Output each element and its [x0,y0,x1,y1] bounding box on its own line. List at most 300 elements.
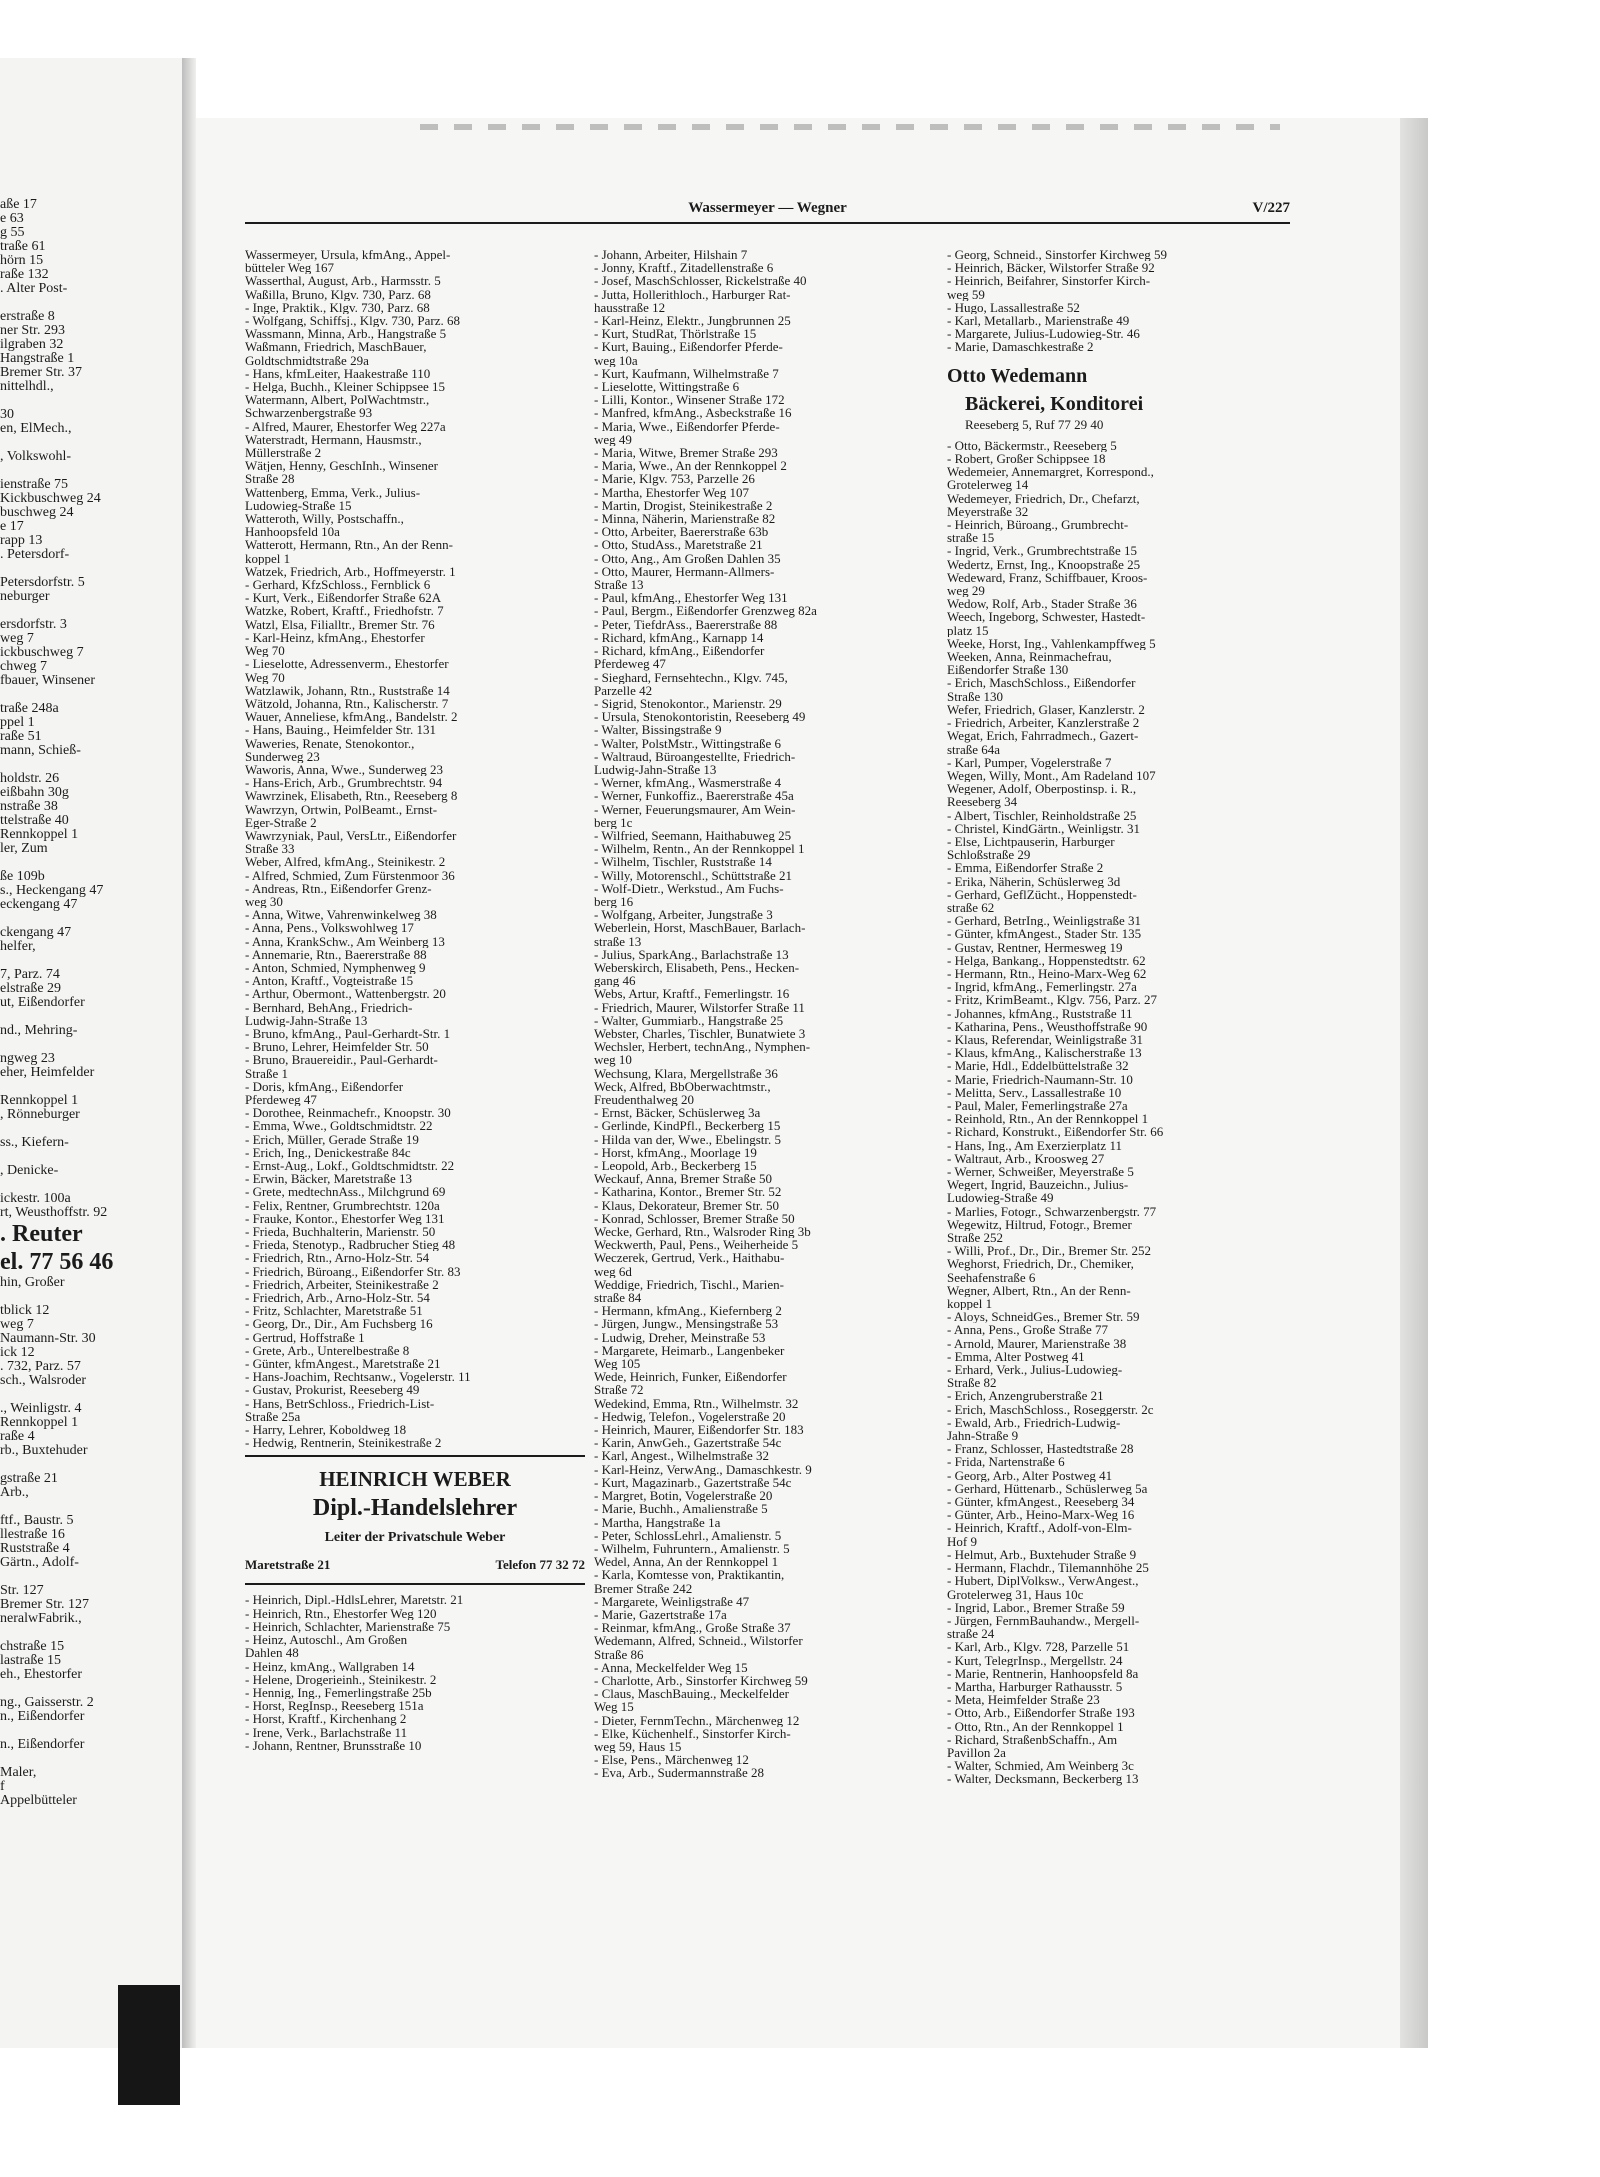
directory-entry: Schwarzenbergstraße 93 [245,406,373,420]
directory-entry: Watzek, Friedrich, Arb., Hoffmeyerstr. 1 [245,564,456,579]
directory-entry: - Waltraut, Arb., Kroosweg 27 [947,1151,1105,1165]
left-page-fragment: e 63 [0,212,24,226]
left-page-fragment: Appelbütteler [0,1794,77,1808]
directory-entry: - Emma, Alter Postweg 41 [947,1349,1085,1364]
left-page-fragment [0,1752,150,1766]
directory-entry: - Bruno, kfmAng., Paul-Gerhardt-Str. 1 [245,1026,451,1041]
directory-entry: - Else, Lichtpauserin, Harburger [947,834,1115,849]
directory-entry: - Peter, TiefdrAss., Baererstraße 88 [594,617,778,631]
directory-entry: - Heinz, kmAng., Wallgraben 14 [245,1659,415,1673]
directory-entry: - Lilli, Kontor., Winsener Straße 172 [594,393,785,407]
directory-entry: weg 29 [947,584,985,598]
directory-entry: - Heinrich, Kraftf., Adolf-von-Elm- [947,1521,1132,1535]
directory-entry: - Willy, Motorenschl., Schüttstraße 21 [594,868,793,882]
directory-entry: - Günter, kfmAngest., Reeseberg 34 [947,1495,1135,1509]
directory-entry: - Karl, Angest., Wilhelmstraße 32 [594,1449,770,1463]
directory-entry: - Katharina, Pens., Weusthoffstraße 90 [947,1019,1148,1033]
left-page-fragment: ut, Eißendorfer [0,996,85,1010]
directory-entry: Webster, Charles, Tischler, Bunatwiete 3 [594,1026,806,1041]
directory-entry: - Claus, MaschBauing., Meckelfelder [594,1687,789,1701]
left-page-fragment: ick 12 [0,1346,35,1360]
directory-entry: - Jonny, Kraftf., Zitadellenstraße 6 [594,261,774,275]
directory-entry: - Sieghard, Fernsehtechn., Klgv. 745, [594,670,788,684]
directory-entry: berg 1c [594,815,633,829]
directory-entry: - Erich, MaschSchloss., Eißendorfer [947,676,1136,690]
directory-entry: Straße 28 [245,472,295,486]
directory-entry: - Reinmar, kfmAng., Große Straße 37 [594,1621,791,1635]
directory-entry: - Fritz, KrimBeamt., Klgv. 756, Parz. 27 [947,993,1158,1007]
directory-entry: - Arthur, Obermont., Wattenbergstr. 20 [245,987,446,1001]
ad-title: Dipl.-Handelslehrer [312,1495,518,1522]
directory-entry: Wawrzinek, Elisabeth, Rtn., Reeseberg 8 [245,789,458,803]
directory-entry: - Hans, Bauing., Heimfelder Str. 131 [245,723,436,737]
directory-entry: - Karl, Pumper, Vogelerstraße 7 [947,755,1112,769]
directory-entry: - Erich, Ing., Denickestraße 84c [245,1145,411,1160]
directory-entry: - Hedwig, Rentnerin, Steinikestraße 2 [245,1436,442,1450]
directory-entry: - Erich, Anzengruberstraße 21 [947,1389,1104,1403]
left-page-fragment: raße 4 [0,1430,35,1444]
left-page-fragment [0,1010,150,1024]
directory-entry: - Heinz, Autoschl., Am Großen [245,1633,408,1647]
directory-entry: - Harry, Lehrer, Koboldweg 18 [245,1423,407,1437]
directory-entry: - Julius, SparkAng., Barlachstraße 13 [594,947,789,961]
directory-entry: - Emma, Wwe., Goldtschmidtstr. 22 [245,1119,433,1133]
left-page-fragment: e 17 [0,520,24,534]
directory-entry: - Leopold, Arb., Beckerberg 15 [594,1159,757,1173]
directory-entry: - Walter, Gummiarb., Hangstraße 25 [594,1013,784,1027]
directory-entry: Weckauf, Anna, Bremer Straße 50 [594,1172,773,1186]
directory-entry: Wedeward, Franz, Schiffbauer, Kroos- [947,570,1148,585]
directory-entry: - Hans, Ing., Am Exerzierplatz 11 [947,1138,1122,1152]
directory-entry: - Richard, Konstrukt., Eißendorfer Str. 66 [947,1125,1164,1139]
directory-entry: - Richard, StraßenbSchaffn., Am [947,1732,1118,1746]
directory-entry: - Annemarie, Rtn., Baererstraße 88 [245,947,427,961]
directory-entry: Weber, Alfred, kfmAng., Steinikestr. 2 [245,855,446,869]
directory-entry: Wätzold, Johanna, Rtn., Kalischerstr. 7 [245,696,449,711]
left-page-fragment: Hangstraße 1 [0,352,75,366]
directory-entry: weg 59, Haus 15 [594,1739,682,1754]
directory-entry: Reeseberg 34 [947,795,1018,809]
left-page-fragment: eckengang 47 [0,898,78,912]
directory-entry: - Anna, KrankSchw., Am Weinberg 13 [245,934,445,948]
directory-entry: - Erich, MaschSchloss., Roseggerstr. 2c [947,1402,1154,1416]
directory-entry: Straße 72 [594,1383,644,1397]
left-page-fragment: Gärtn., Adolf- [0,1556,79,1570]
directory-entry: Wedekind, Emma, Rtn., Wilhelmstr. 32 [594,1396,799,1410]
directory-entry: - Dorothee, Reinmachefr., Knoopstr. 30 [245,1106,451,1120]
directory-entry: Ludwig-Jahn-Straße 13 [594,762,717,777]
directory-entry: - Hubert, DiplVolksw., VerwAngest., [947,1574,1139,1588]
directory-entry: - Heinrich, Rtn., Ehestorfer Weg 120 [245,1606,437,1620]
left-page-fragment: s., Heckengang 47 [0,884,104,898]
left-page-fragment [0,758,150,772]
directory-entry: weg 30 [245,894,283,909]
directory-entry: Wauer, Anneliese, kfmAng., Bandelstr. 2 [245,710,458,724]
directory-entry: Wecke, Gerhard, Rtn., Walsroder Ring 3b [594,1225,811,1239]
directory-entry: - Charlotte, Arb., Sinstorfer Kirchweg 59 [594,1673,808,1688]
directory-entry: - Fritz, Schlachter, Maretstraße 51 [245,1304,423,1318]
directory-entry: Wegat, Erich, Fahrradmech., Gazert- [947,729,1139,743]
left-page-fragment: ler, Zum [0,842,48,856]
directory-entry: - Kurt, Kaufmann, Wilhelmstraße 7 [594,366,779,381]
directory-entry: Watzl, Elsa, Filialltr., Bremer Str. 76 [245,617,435,631]
directory-entry: Bremer Straße 242 [594,1581,693,1595]
directory-entry: - Erika, Näherin, Schüslerweg 3d [947,874,1121,888]
directory-entry: - Walter, PolstMstr., Wittingstraße 6 [594,736,782,750]
directory-entry: - Lieselotte, Adressenverm., Ehestorfer [245,657,449,671]
directory-entry: Wegert, Ingrid, Bauzeichn., Julius- [947,1178,1129,1192]
directory-entry: Grotelerweg 14 [947,478,1029,492]
directory-entry: platz 15 [947,623,989,637]
directory-entry: - Lieselotte, Wittingstraße 6 [594,380,740,394]
directory-entry: Straße 130 [947,689,1003,703]
directory-entry: Dahlen 48 [245,1646,299,1660]
directory-entry: - Karla, Komtesse von, Praktikantin, [594,1568,785,1582]
left-page-fragment: ienstraße 75 [0,478,69,492]
directory-column-2 [594,248,934,1780]
left-page-fragment [0,562,150,576]
advertisement-otto-wedemann [947,362,1287,431]
directory-entry: - Martha, Ehestorfer Weg 107 [594,485,750,499]
directory-entry: Wedow, Rolf, Arb., Stader Straße 36 [947,597,1137,611]
left-page-fragment: Rennkoppel 1 [0,828,79,842]
left-page-fragment: hin, Großer [0,1276,65,1290]
left-page-fragment: Bremer Str. 127 [0,1598,90,1612]
directory-entry: - Karl-Heinz, VerwAng., Damaschkestr. 9 [594,1462,812,1476]
left-page-fragment: tblick 12 [0,1304,50,1318]
left-page-fragment: neralwFabrik., [0,1612,82,1626]
directory-entry: - Waltraud, Büroangestellte, Friedrich- [594,749,796,763]
directory-entry: - Ernst, Bäcker, Schüslerweg 3a [594,1106,761,1120]
directory-entry: Straße 82 [947,1376,997,1390]
directory-entry: koppel 1 [245,551,291,565]
directory-entry: - Otto, Arbeiter, Baererstraße 63b [594,525,769,539]
directory-entry: - Gerhard, GeflZücht., Hoppenstedt- [947,887,1137,901]
directory-entry: - Sigrid, Stenokontor., Marienstr. 29 [594,696,782,711]
directory-entry: - Manfred, kfmAng., Asbeckstraße 16 [594,406,792,420]
directory-entry: - Heinrich, Beifahrer, Sinstorfer Kirch- [947,274,1151,288]
directory-entry: Goldtschmidtstraße 29a [245,353,369,367]
page-title: Wassermeyer — Wegner [688,200,847,216]
directory-entry: weg 10a [594,353,638,367]
directory-entry: - Alfred, Schmied, Zum Fürstenmoor 36 [245,868,455,882]
left-page-fragment: Rennkoppel 1 [0,1094,79,1108]
directory-entry: Wedemeier, Annemargret, Korrespond., [947,465,1154,479]
left-page-fragment: traße 61 [0,240,46,254]
directory-entry: - Bruno, Lehrer, Heimfelder Str. 50 [245,1040,429,1054]
directory-entry: Weg 70 [245,644,285,658]
directory-entry: - Minna, Näherin, Marienstraße 82 [594,512,776,526]
directory-entry: Waßilla, Bruno, Klgv. 730, Parz. 68 [245,287,431,301]
directory-entry: - Maria, Wwe., Eißendorfer Pferde- [594,419,780,433]
left-page-fragment: ße 109b [0,870,45,884]
directory-entry: - Bernhard, BehAng., Friedrich- [245,1000,413,1014]
left-page-fragment: g 55 [0,226,25,240]
directory-entry: - Otto, Ang., Am Großen Dahlen 35 [594,551,781,565]
directory-entry: - Otto, Rtn., An der Rennkoppel 1 [947,1719,1124,1733]
directory-entry: Ludowieg-Straße 49 [947,1191,1054,1205]
left-page-fragment: n., Eißendorfer [0,1738,85,1752]
directory-entry: - Otto, Maurer, Hermann-Allmers- [594,564,775,579]
ad-title: Bäckerei, Konditorei [965,392,1144,415]
directory-entry: - Grete, Arb., Unterelbestraße 8 [245,1343,410,1358]
left-page-ad-fragment: el. 77 56 46 [0,1249,114,1275]
directory-entry: Wegner, Albert, Rtn., An der Renn- [947,1283,1131,1298]
directory-entry: Ludowieg-Straße 15 [245,498,352,513]
left-page-fragment: Str. 127 [0,1584,44,1598]
directory-entry: - Wilhelm, Fuhruntern., Amalienstr. 5 [594,1541,790,1556]
directory-entry: - Arnold, Maurer, Marienstraße 38 [947,1336,1127,1350]
directory-entry: - Alfred, Maurer, Ehestorfer Weg 227a [245,419,446,433]
left-page-fragment: hörn 15 [0,254,44,268]
directory-entry: - Emma, Eißendorfer Straße 2 [947,861,1104,875]
directory-entry: - Kurt, Verk., Eißendorfer Straße 62A [245,591,442,605]
left-page-fragment: rapp 13 [0,534,43,548]
directory-entry: Waßmann, Friedrich, MaschBauer, [245,340,427,354]
directory-entry: - Horst, Kraftf., Kirchenhang 2 [245,1712,407,1726]
directory-entry: - Wolfgang, Arbeiter, Jungstraße 3 [594,908,773,922]
left-page-fragment: rb., Buxtehuder [0,1444,88,1458]
ad-bottom-rule [245,1583,585,1585]
directory-entry: - Margret, Botin, Vogelerstraße 20 [594,1489,773,1503]
directory-entry: - Hermann, Flachdr., Tilemannhöhe 25 [947,1561,1149,1575]
directory-entry: weg 59 [947,287,985,301]
directory-entry: - Ingrid, kfmAng., Femerlingstr. 27a [947,980,1137,994]
directory-entry: - Heinrich, Bäcker, Wilstorfer Straße 92 [947,261,1155,275]
directory-entry: - Walter, Decksmann, Beckerberg 13 [947,1772,1139,1786]
left-page-fragment: chweg 7 [0,660,48,674]
directory-entry: - Walter, Schmied, Am Weinberg 3c [947,1759,1134,1773]
left-page-fragment [0,1122,150,1136]
directory-entry: Wefer, Friedrich, Glaser, Kanzlerstr. 2 [947,702,1145,717]
left-page-fragment [0,688,150,702]
left-page-fragment [0,436,150,450]
left-page-fragment: , Rönneburger [0,1108,80,1122]
directory-entry: - Hedwig, Telefon., Vogelerstraße 20 [594,1409,786,1424]
directory-entry: - Melitta, Serv., Lassallestraße 10 [947,1085,1122,1099]
left-page-fragment: ngweg 23 [0,1052,55,1066]
directory-entry: - Werner, Schweißer, Meyerstraße 5 [947,1165,1134,1179]
directory-entry: - Werner, Feuerungsmaurer, Am Wein- [594,802,796,816]
directory-entry: - Kurt, Magazinarb., Gazertstraße 54c [594,1475,792,1490]
left-page-fragment: raße 132 [0,268,49,282]
directory-entry: Weckwerth, Paul, Pens., Weiherheide 5 [594,1238,799,1252]
directory-entry: - Dieter, FernmTechn., Märchenweg 12 [594,1713,800,1727]
directory-entry: Freudenthalweg 20 [594,1093,695,1107]
left-page-ad-fragment: . Reuter [0,1221,83,1247]
directory-entry: - Wilhelm, Rentn., An der Rennkoppel 1 [594,842,805,856]
directory-entry: - Gerhard, Hüttenarb., Schüslerweg 5a [947,1481,1148,1496]
left-page-text [0,198,150,1808]
directory-entry: - Wolfgang, Schiffsj., Klgv. 730, Parz. 68 [245,314,460,328]
left-page-fragment [0,1388,150,1402]
ad-contact [245,1555,585,1575]
directory-entry: bütteler Weg 167 [245,261,334,275]
directory-entry: - Marie, Rentnerin, Hanhoopsfeld 8a [947,1666,1139,1680]
left-page-fragment: nstraße 38 [0,800,58,814]
left-page-fragment: . 732, Parz. 57 [0,1360,81,1374]
directory-entry: - Ernst-Aug., Lokf., Goldtschmidtstr. 22 [245,1159,455,1173]
directory-entry: hausstraße 12 [594,300,666,315]
directory-entry: - Hans, kfmLeiter, Haakestraße 110 [245,366,431,381]
left-page-fragment: 30 [0,408,14,422]
left-page-fragment: erstraße 8 [0,310,55,324]
left-page-fragment [0,912,150,926]
directory-entry: - Gerlinde, KindPfl., Beckerberg 15 [594,1119,781,1133]
directory-entry: - Franz, Schlosser, Hastedtstraße 28 [947,1442,1134,1456]
directory-entry: - Jürgen, FernmBauhandw., Mergell- [947,1613,1140,1628]
left-page-fragment [0,1080,150,1094]
directory-entry: - Marlies, Fotogr., Schwarzenbergstr. 77 [947,1204,1157,1218]
left-page-fragment: ttelstraße 40 [0,814,69,828]
directory-entry: - Heinrich, Büroang., Grumbrecht- [947,518,1129,532]
directory-entry: - Christel, KindGärtn., Weinligstr. 31 [947,821,1140,835]
directory-entry: - Georg, Arb., Alter Postweg 41 [947,1468,1113,1482]
directory-entry: Pferdeweg 47 [245,1093,317,1107]
directory-entry: - Klaus, Referendar, Weinligstraße 31 [947,1032,1144,1047]
left-page-fragment: helfer, [0,940,36,954]
left-page-fragment: . Petersdorf- [0,548,70,562]
directory-entry: - Marie, Damaschkestraße 2 [947,340,1094,354]
ad-address: Reeseberg 5, Ruf 77 29 40 [965,417,1104,431]
directory-entry: Seehafenstraße 6 [947,1270,1036,1284]
directory-entry: - Paul, Maler, Femerlingstraße 27a [947,1098,1128,1113]
directory-entry: - Friedrich, Maurer, Wilstorfer Straße 11 [594,1000,805,1014]
directory-entry: - Hugo, Lassallestraße 52 [947,300,1080,315]
directory-entry: berg 16 [594,894,634,909]
directory-entry: Weczerek, Gertrud, Verk., Haithabu- [594,1251,785,1265]
directory-entry: Waweries, Renate, Stenokontor., [245,736,415,750]
directory-entry: Straße 86 [594,1647,644,1661]
directory-entry: - Horst, RegInsp., Reeseberg 151a [245,1699,424,1713]
directory-entry: - Gustav, Rentner, Hermesweg 19 [947,940,1123,954]
left-page-fragment: nd., Mehring- [0,1024,78,1038]
directory-entry: - Margarete, Heimarb., Langenbeker [594,1343,785,1358]
directory-entry: - Ursula, Stenokontoristin, Reeseberg 49 [594,710,806,724]
directory-entry: Hof 9 [947,1534,977,1548]
directory-entry: - Frida, Nartenstraße 6 [947,1455,1065,1469]
directory-entry: - Meta, Heimfelder Straße 23 [947,1693,1100,1707]
directory-entry: - Johann, Arbeiter, Hilshain 7 [594,248,748,262]
ad-address: Maretstraße 21 [245,1557,331,1573]
directory-entry: - Helene, Drogerieinh., Steinikestr. 2 [245,1672,437,1686]
directory-entry: Straße 252 [947,1231,1003,1245]
left-page [0,58,185,2048]
directory-entry: - Friedrich, Arbeiter, Kanzlerstraße 2 [947,716,1140,730]
left-page-fragment: traße 248a [0,702,59,716]
left-page-fragment: elstraße 29 [0,982,62,996]
directory-entry: - Anna, Pens., Volkswohlweg 17 [245,921,414,935]
directory-entry: Waworis, Anna, Wwe., Sunderweg 23 [245,762,444,777]
directory-entry: - Anna, Pens., Große Straße 77 [947,1323,1109,1337]
directory-entry: Schloßstraße 29 [947,848,1031,862]
directory-entry: - Gerhard, KfzSchloss., Fernblick 6 [245,578,431,592]
directory-entry: Weech, Ingeborg, Schwester, Hastedt- [947,610,1146,624]
directory-entry: Weeken, Anna, Reinmachefrau, [947,650,1112,664]
directory-entry: Müllerstraße 2 [245,446,322,460]
left-page-fragment: , Denicke- [0,1164,59,1178]
directory-entry: - Erich, Müller, Gerade Straße 19 [245,1132,419,1146]
directory-entry: Pferdeweg 47 [594,657,666,671]
directory-entry: - Martha, Hangstraße 1a [594,1515,721,1529]
directory-entry: Wasserthal, August, Arb., Harmsstr. 5 [245,274,441,288]
left-page-fragment: weg 7 [0,632,34,646]
left-page-fragment [0,296,150,310]
directory-entry: Webs, Artur, Kraftf., Femerlingstr. 16 [594,987,790,1001]
directory-entry: - Otto, Bäckermstr., Reeseberg 5 [947,438,1117,453]
directory-entry: Wedemeyer, Friedrich, Dr., Chefarzt, [947,491,1140,505]
directory-entry: Wassmann, Minna, Arb., Hangstraße 5 [245,327,447,341]
directory-entry: Wechsler, Herbert, technAng., Nymphen- [594,1040,811,1054]
directory-entry: - Kurt, TelegrInsp., Mergellstr. 24 [947,1653,1123,1667]
left-page-fragment: ner Str. 293 [0,324,65,338]
directory-entry: - Peter, SchlossLehrl., Amalienstr. 5 [594,1528,782,1542]
directory-entry: - Maria, Witwe, Bremer Straße 293 [594,446,778,460]
directory-entry: - Willi, Prof., Dr., Dir., Bremer Str. 252 [947,1244,1151,1258]
directory-entry: - Robert, Großer Schippsee 18 [947,452,1106,466]
left-page-fragment [0,1178,150,1192]
directory-entry: - Johann, Rentner, Brunsstraße 10 [245,1738,422,1752]
directory-entry: Eißendorfer Straße 130 [947,663,1069,677]
directory-entry: - Erwin, Bäcker, Maretstraße 13 [245,1172,412,1186]
left-page-fragment: Naumann-Str. 30 [0,1332,96,1346]
directory-entry: - Richard, kfmAng., Eißendorfer [594,644,765,658]
page-edge-shadow [1400,118,1428,2048]
directory-entry: Straße 25a [245,1409,301,1424]
directory-entry: Weberlein, Horst, MaschBauer, Barlach- [594,921,806,935]
directory-entry: - Grete, medtechnAss., Milchgrund 69 [245,1185,446,1199]
left-page-fragment: nittelhdl., [0,380,54,394]
directory-entry: - Gustav, Prokurist, Reeseberg 49 [245,1383,420,1397]
page-number: V/227 [1252,200,1290,216]
directory-entry: - Hermann, kfmAng., Kiefernberg 2 [594,1304,782,1318]
left-page-fragment: Maler, [0,1766,37,1780]
left-page-fragment: fbauer, Winsener [0,674,96,688]
directory-entry: Wedel, Anna, An der Rennkoppel 1 [594,1555,779,1569]
left-page-fragment: buschweg 24 [0,506,74,520]
directory-entry: - Felix, Rentner, Grumbrechtstr. 120a [245,1198,440,1212]
directory-entry: - Georg, Dr., Dir., Am Fuchsberg 16 [245,1317,433,1331]
directory-entry: Wattenberg, Emma, Verk., Julius- [245,485,421,499]
left-page-fragment: ilgraben 32 [0,338,64,352]
directory-entry: - Paul, Bergm., Eißendorfer Grenzweg 82a [594,604,817,618]
left-page-fragment [0,1038,150,1052]
directory-entry: Straße 13 [594,578,644,592]
ad-phone: Telefon 77 32 72 [495,1557,585,1573]
left-page-fragment [0,1626,150,1640]
directory-entry: - Jürgen, Jungw., Mensingstraße 53 [594,1317,779,1331]
left-page-fragment: llestraße 16 [0,1528,65,1542]
left-page-fragment [0,954,150,968]
left-page-fragment: ickbuschweg 7 [0,646,84,660]
left-page-fragment [0,394,150,408]
directory-entry: - Friedrich, Arbeiter, Steinikestraße 2 [245,1277,439,1292]
directory-entry: weg 10 [594,1053,632,1067]
left-page-fragment: en, ElMech., [0,422,72,436]
left-page-fragment: aße 17 [0,198,37,212]
directory-entry: Wätjen, Henny, GeschInh., Winsener [245,459,438,473]
left-page-fragment [0,1682,150,1696]
directory-entry: - Marie, Gazertstraße 17a [594,1607,727,1622]
left-page-fragment [0,464,150,478]
directory-entry: weg 6d [594,1264,632,1278]
directory-entry: - Albert, Tischler, Reinholdstraße 25 [947,808,1137,822]
directory-entry: - Klaus, Dekorateur, Bremer Str. 50 [594,1198,780,1212]
left-page-fragment: , Volkswohl- [0,450,72,464]
directory-entry: - Frieda, Buchhalterin, Marienstr. 50 [245,1225,436,1239]
directory-entry: Weddige, Friedrich, Tischl., Marien- [594,1277,784,1292]
directory-entry: - Frieda, Stenotyp., Radbrucher Stieg 48 [245,1238,456,1252]
